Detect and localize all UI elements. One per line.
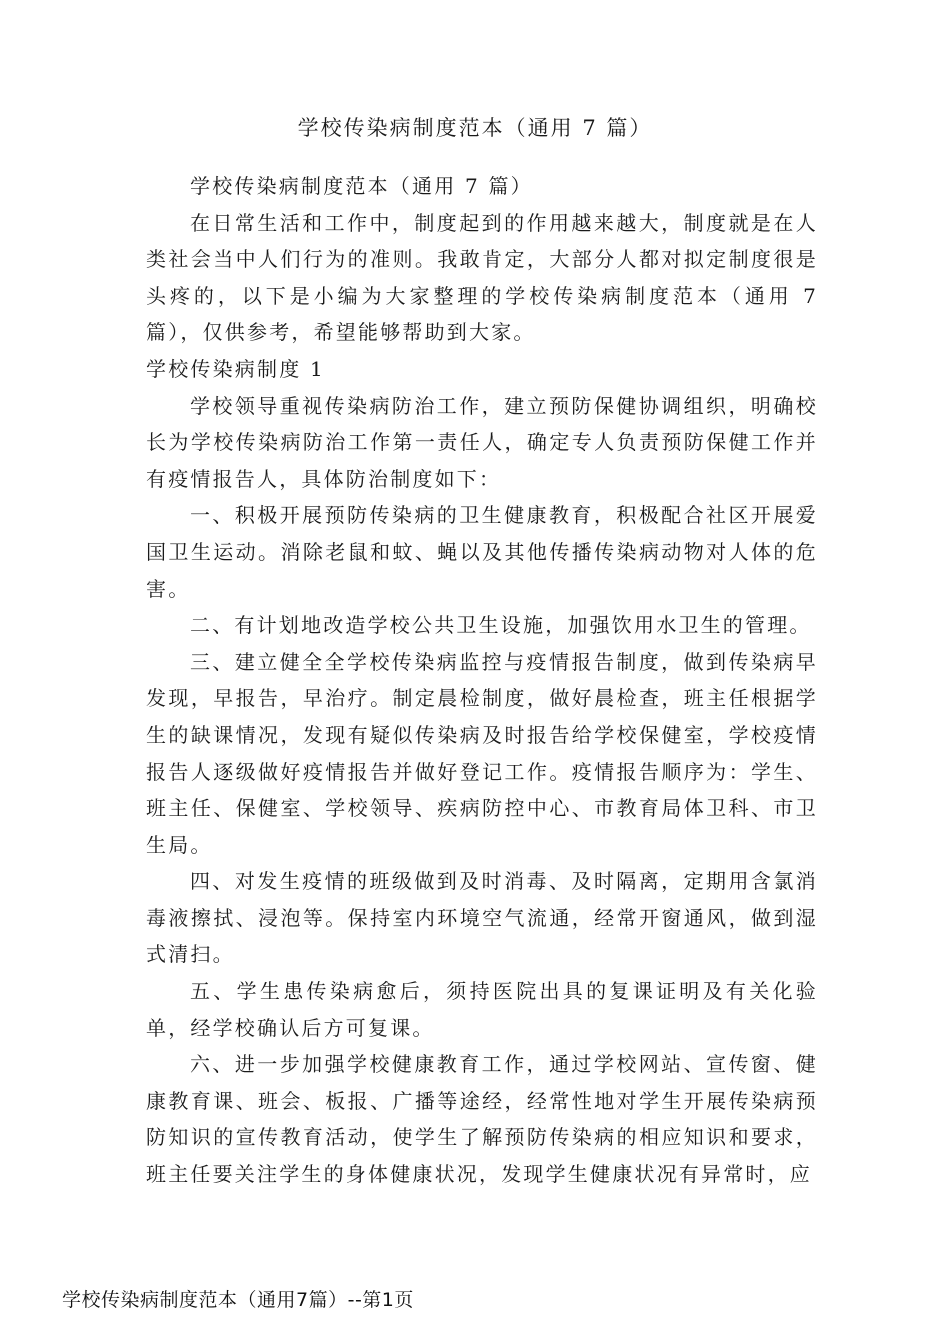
document-body bbox=[146, 168, 818, 1193]
body-paragraph: 五、学生患传染病愈后，须持医院出具的复课证明及有关化验单，经学校确认后方可复课。 bbox=[146, 979, 818, 1040]
intro-paragraph: 在日常生活和工作中，制度起到的作用越来越大，制度就是在人类社会当中人们行为的准则。我敢肯定，大部分人都对拟定制度很是头疼的，以下是小编为大家整理的学校传染病制度范本（通用 7 篇），仅供参考，希望能够帮助到大家。 bbox=[146, 210, 818, 345]
body-paragraph: 六、进一步加强学校健康教育工作，通过学校网站、宣传窗、健康教育课、班会、板报、广播等途经，经常性地对学生开展传染病预防知识的宣传教育活动，使学生了解预防传染病的相应知识和要求，班主任要关注学生的身体健康状况，发现学生健康状况有异常时，应 bbox=[146, 1052, 818, 1187]
body-paragraph: 学校领导重视传染病防治工作，建立预防保健协调组织，明确校长为学校传染病防治工作第一责任人，确定专人负责预防保健工作并有疫情报告人，具体防治制度如下： bbox=[146, 393, 818, 491]
body-paragraph: 一、积极开展预防传染病的卫生健康教育，积极配合社区开展爱国卫生运动。消除老鼠和蚊、蝇以及其他传播传染病动物对人体的危害。 bbox=[146, 503, 818, 601]
body-paragraph: 四、对发生疫情的班级做到及时消毒、及时隔离，定期用含氯消毒液擦拭、浸泡等。保持室内环境空气流通，经常开窗通风，做到湿式清扫。 bbox=[146, 869, 818, 967]
page-footer: 学校传染病制度范本（通用7篇）--第1页 bbox=[62, 1289, 414, 1311]
body-paragraph: 三、建立健全全学校传染病监控与疫情报告制度，做到传染病早发现，早报告，早治疗。制定晨检制度，做好晨检查，班主任根据学生的缺课情况，发现有疑似传染病及时报告给学校保健室，学校疫情报告人逐级做好疫情报告并做好登记工作。疫情报告顺序为：学生、班主任、保健室、学校领导、疾病防控中心、市教育局体卫科、市卫生局。 bbox=[146, 649, 818, 857]
body-paragraph: 二、有计划地改造学校公共卫生设施，加强饮用水卫生的管理。 bbox=[190, 613, 812, 638]
subtitle-line: 学校传染病制度范本（通用 7 篇） bbox=[190, 174, 533, 198]
section-heading: 学校传染病制度 1 bbox=[146, 356, 325, 381]
page-title: 学校传染病制度范本（通用 7 篇） bbox=[297, 116, 653, 140]
